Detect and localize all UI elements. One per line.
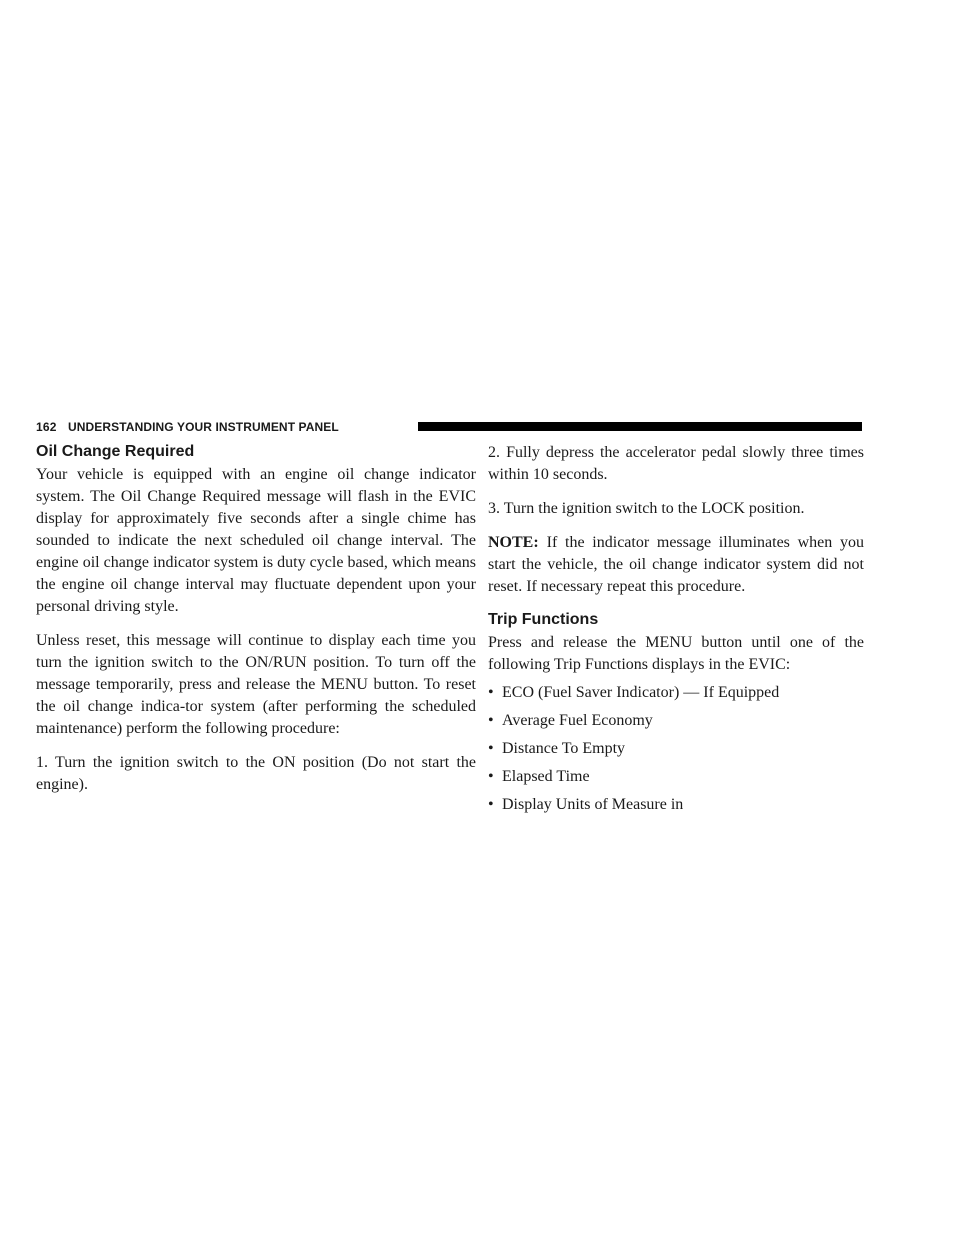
paragraph-trip-intro: Press and release the MENU button until one of the following Trip Functions displays in the EVIC: <box>488 634 864 673</box>
paragraph-reset-info: Unless reset, this message will continue to display each time you turn the ignition switch to the ON/RUN position. To turn off the message temporarily, press and release the MENU button. To reset the oil change indica-tor system (after performing the scheduled maintenance) perform the following procedure: <box>36 632 476 737</box>
list-item <box>488 766 864 788</box>
trip-functions-list <box>488 682 864 816</box>
step-2: 2. Fully depress the accelerator pedal slowly three times within 10 seconds. <box>488 444 864 483</box>
step-1: 1. Turn the ignition switch to the ON position (Do not start the engine). <box>36 754 476 793</box>
list-item-text: Distance To Empty <box>502 740 626 757</box>
list-item-text: Elapsed Time <box>502 768 590 785</box>
list-item <box>488 682 864 704</box>
bullet-icon: • <box>488 796 494 813</box>
step-3: 3. Turn the ignition switch to the LOCK position. <box>488 500 805 517</box>
heading-oil-change-required: Oil Change Required <box>36 443 195 460</box>
page-number: 162 <box>36 420 57 434</box>
right-column <box>488 442 864 822</box>
list-item-text: ECO (Fuel Saver Indicator) — If Equipped <box>502 684 780 701</box>
left-column <box>36 442 476 808</box>
bullet-icon: • <box>488 740 494 757</box>
list-item <box>488 710 864 732</box>
bullet-icon: • <box>488 712 494 729</box>
note-paragraph <box>488 532 864 598</box>
list-item-text: Average Fuel Economy <box>502 712 653 729</box>
section-title: UNDERSTANDING YOUR INSTRUMENT PANEL <box>68 420 339 434</box>
bullet-icon: • <box>488 768 494 785</box>
paragraph-oil-change-intro: Your vehicle is equipped with an engine oil change indicator system. The Oil Change Required message will flash in the EVIC display for approximately five seconds after a single chime has sounded to indicate the next scheduled oil change interval. The engine oil change indicator system is duty cycle based, which means the engine oil change interval may fluctuate dependent upon your personal driving style. <box>36 466 476 615</box>
header-rule <box>418 422 862 431</box>
page-header <box>0 418 960 436</box>
note-label: NOTE: <box>488 534 539 551</box>
list-item <box>488 738 864 760</box>
note-text: If the indicator message illuminates when you start the vehicle, the oil change indicator system did not reset. If necessary repeat this procedure. <box>488 534 864 595</box>
list-item <box>488 794 864 816</box>
bullet-icon: • <box>488 684 494 701</box>
list-item-text: Display Units of Measure in <box>502 796 684 813</box>
heading-trip-functions: Trip Functions <box>488 611 599 628</box>
